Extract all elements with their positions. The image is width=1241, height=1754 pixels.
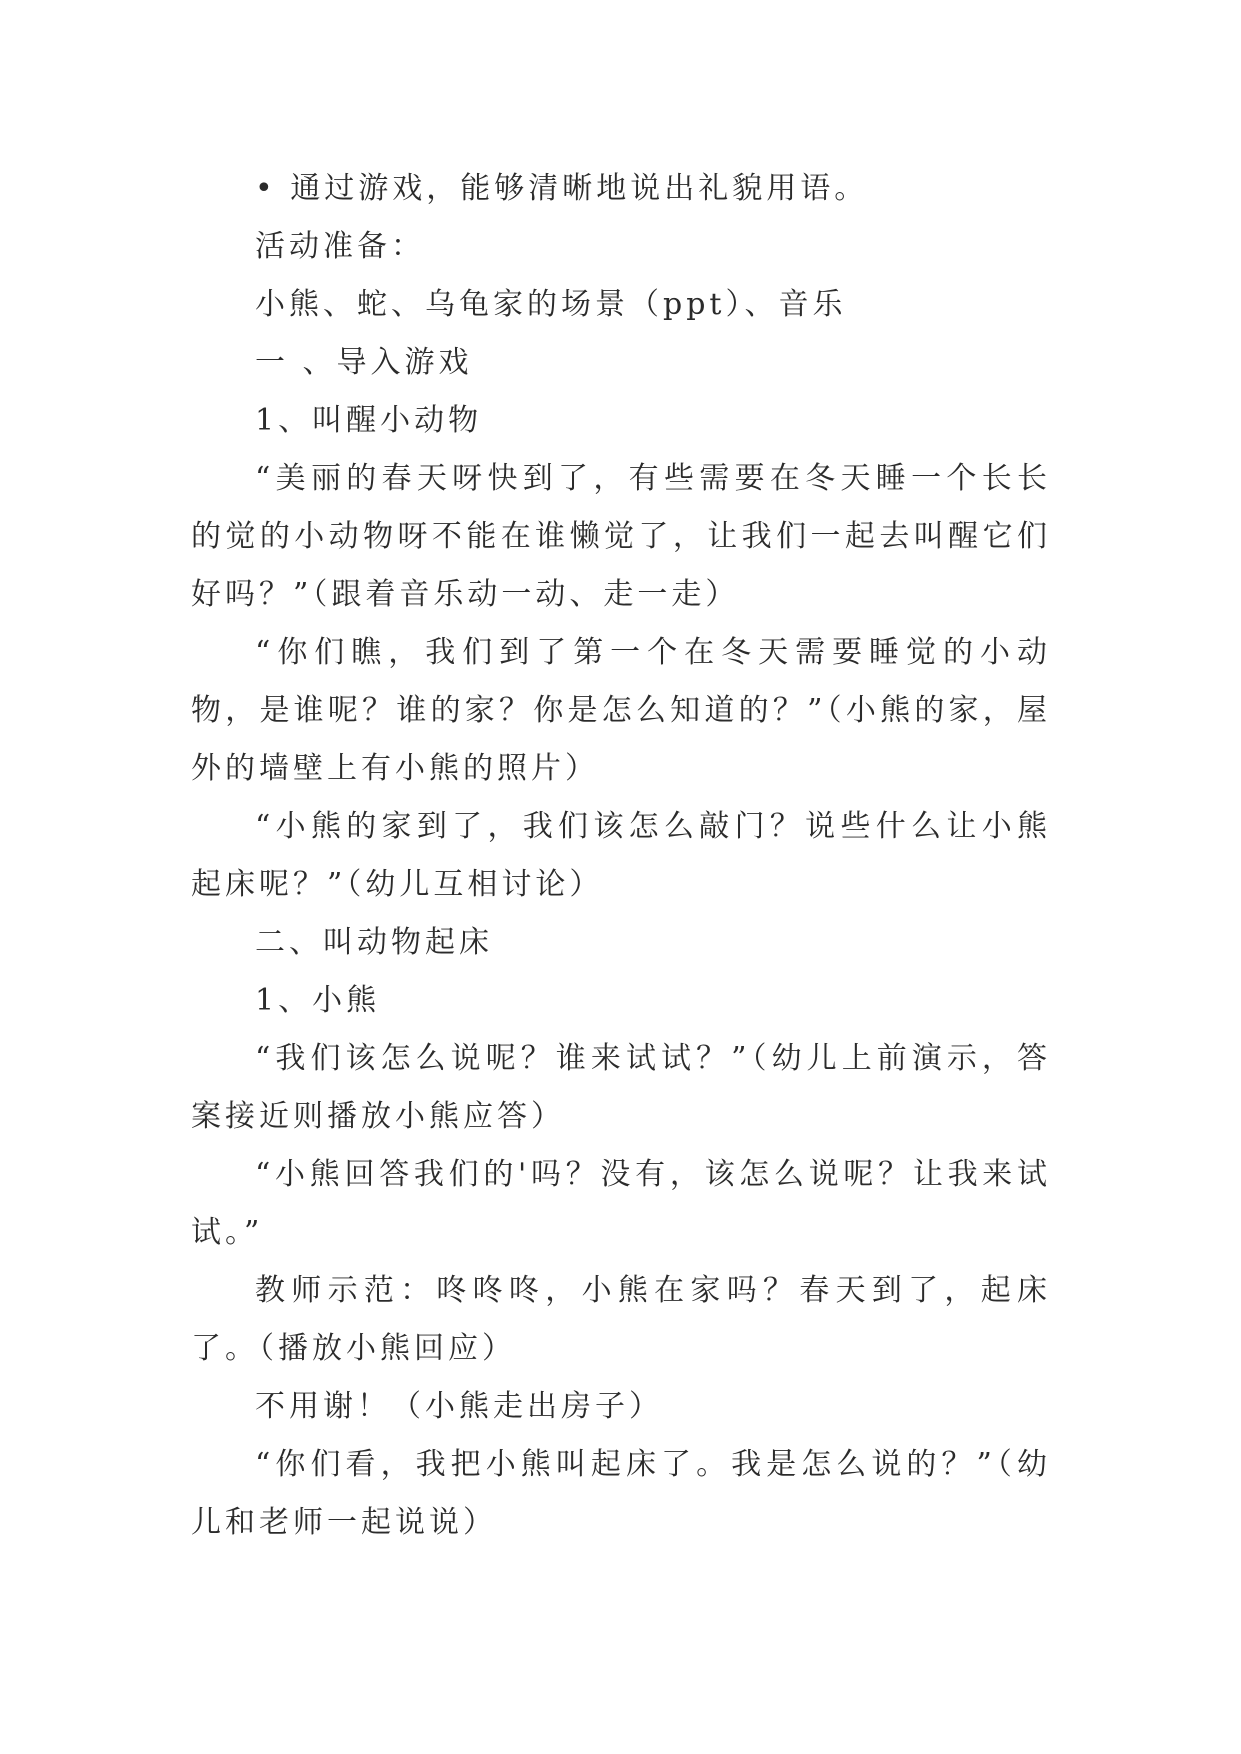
paragraph-knock-door: “小熊的家到了，我们该怎么敲门？说些什么让小熊起床呢？”（幼儿互相讨论） — [191, 809, 1051, 902]
paragraph-who-tries: “我们该怎么说呢？谁来试试？”（幼儿上前演示，答案接近则播放小熊应答） — [191, 1041, 1051, 1134]
paragraph-first-animal: “你们瞧，我们到了第一个在冬天需要睡觉的小动物，是谁呢？谁的家？你是怎么知道的？”（小熊的家，屋外的墙壁上有小熊的照片） — [191, 635, 1051, 786]
paragraph-preparation-materials: 小熊、蛇、乌龟家的场景（ppt）、音乐 — [255, 287, 847, 322]
paragraph-bear-woke: “你们看，我把小熊叫起床了。我是怎么说的？”（幼儿和老师一起说说） — [191, 1447, 1051, 1540]
paragraph-preparation-heading: 活动准备： — [255, 229, 425, 264]
subheading-little-bear: 1、小熊 — [255, 983, 381, 1018]
paragraph-bear-reply: 不用谢！（小熊走出房子） — [255, 1389, 663, 1424]
section-heading-intro-game: 一 、导入游戏 — [255, 345, 473, 380]
paragraph-goal: • 通过游戏，能够清晰地说出礼貌用语。 — [255, 171, 869, 206]
subheading-wake-animals: 1、叫醒小动物 — [255, 403, 483, 438]
section-heading-wake-up: 二、叫动物起床 — [255, 925, 493, 960]
paragraph-teacher-demo: 教师示范：咚咚咚，小熊在家吗？春天到了，起床了。（播放小熊回应） — [191, 1273, 1051, 1366]
document-body — [191, 160, 1051, 1552]
paragraph-bear-answer: “小熊回答我们的'吗？没有，该怎么说呢？让我来试试。” — [191, 1157, 1051, 1250]
paragraph-spring-coming: “美丽的春天呀快到了，有些需要在冬天睡一个长长的觉的小动物呀不能在谁懒觉了，让我们一起去叫醒它们好吗？”（跟着音乐动一动、走一走） — [191, 461, 1051, 612]
